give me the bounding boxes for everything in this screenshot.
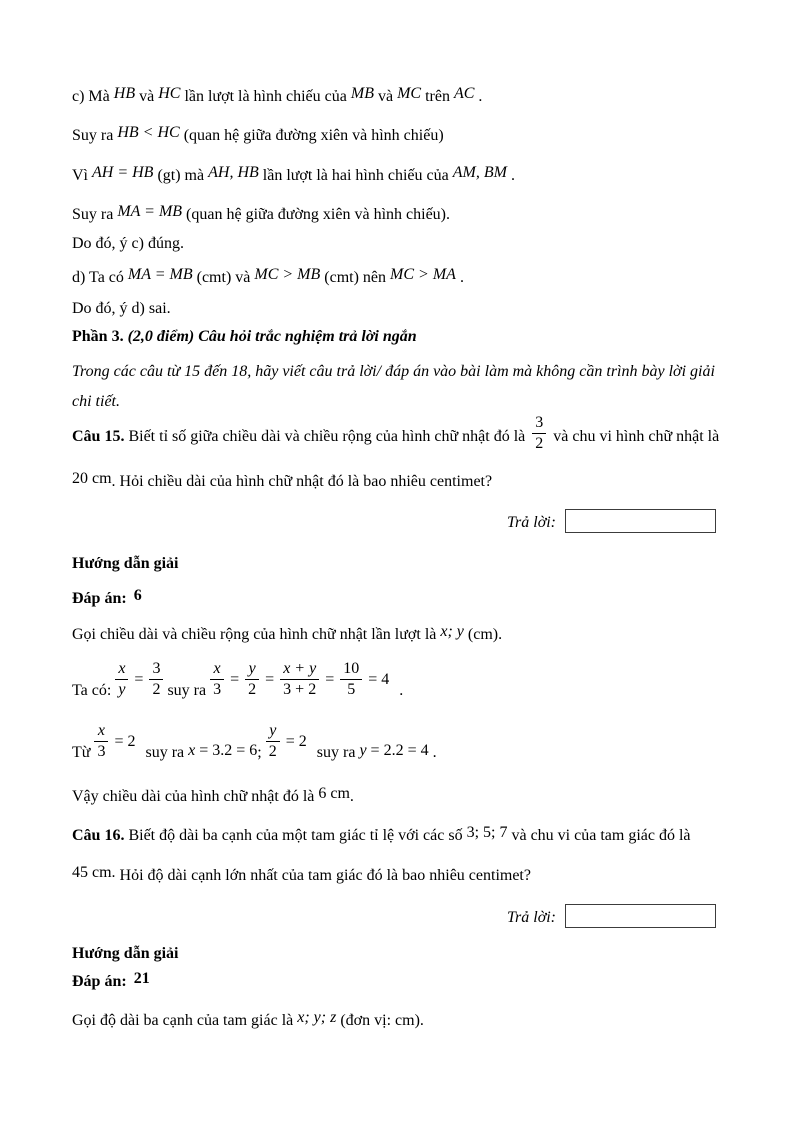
text-run: Gọi độ dài ba cạnh của tam giác là [72,1012,298,1029]
answer-key-label: Đáp án: [72,590,127,607]
answer-box-q16[interactable] [565,904,716,928]
fraction [245,659,259,700]
equation-line-2 [72,721,722,763]
answer-key-value: 6 [133,587,142,604]
fraction-numerator: x [210,659,224,680]
math-run: MB [350,85,374,102]
math-run: HB < HC [117,124,180,141]
text-run: Hỏi độ dài cạnh lớn nhất của tam giác đó là bao nhiêu centimet? [115,867,531,884]
fraction-denominator: 3 [97,743,106,760]
math-run: MA = MB [127,266,193,283]
fraction-denominator: 2 [152,681,161,698]
fraction [149,659,163,700]
text-run: lần lượt là hình chiếu của [180,88,351,105]
equals-sign: = [230,671,240,688]
question-number: Câu 15. [72,428,125,446]
text-run: (gt) mà [153,167,209,184]
solution-q15-line1 [72,624,722,645]
section-title: (2,0 điểm) Câu hỏi trắc nghiệm trả lời ngắn [127,328,417,345]
answer-key-value: 21 [133,970,150,987]
guide-heading-q15 [72,553,722,574]
answer-row-q15 [72,509,722,533]
fraction-denominator: 2 [535,435,544,452]
fraction-denominator: 3 + 2 [283,681,317,698]
math-text: = 3.2 = 6 [195,742,258,759]
text-run: Ta có: [72,682,116,699]
math-run: AH = HB [92,164,154,181]
math-run: 3; 5; 7 [466,824,508,841]
equals-result: = 2 [285,733,307,750]
text-run: Vậy chiều dài của hình chữ nhật đó là [72,788,319,805]
text-run: Biết tỉ số giữa chiều dài và chiều rộng của hình chữ nhật đó là [124,428,530,446]
math-run: x; y; z [297,1009,337,1026]
text-run: Suy ra [72,127,118,144]
math-run: 20 cm [72,470,112,487]
text-run: và [135,88,159,105]
fraction [340,659,362,700]
equals-sign: = [265,671,275,688]
question-16-line1 [72,825,722,846]
math-group [210,659,395,700]
question-15-line1 [72,414,722,458]
solution-line-c4 [72,204,722,225]
answer-row-q16 [72,904,722,928]
fraction [532,413,546,454]
solution-line-c5 [72,233,722,254]
fraction-numerator: 3 [149,659,163,680]
text-run: Do đó, ý d) sai. [72,300,171,317]
fraction-numerator: x [94,721,108,742]
text-run: d) Ta có [72,269,128,286]
math-run: 6 cm [318,785,350,802]
text-run: (đơn vị: cm). [336,1012,424,1029]
math-run: AM, BM [452,164,507,181]
answer-box-q15[interactable] [565,509,716,533]
text-run: (cm). [463,626,503,643]
answer-key-q15 [72,588,722,609]
text-run: và [373,88,398,105]
text-run: suy ra [312,744,360,761]
fraction-numerator: x [115,659,128,680]
solution-line-d2 [72,298,722,319]
fraction [266,721,280,762]
solution-line-d1 [72,267,722,288]
equation-line-1 [72,659,722,701]
fraction-numerator: 3 [532,413,546,434]
text-run: Biết độ dài ba cạnh của một tam giác tỉ lệ với các số [124,827,467,844]
math-run [188,740,257,761]
guide-title: Hướng dẫn giải [72,555,179,572]
fraction [280,659,319,700]
math-run: x; y [440,623,464,640]
solution-line-c1 [72,86,722,107]
math-run: HB [113,85,136,102]
math-text: = 2.2 = 4 [366,742,429,759]
math-run: AH, HB [208,164,259,181]
equals-sign: = [325,671,335,688]
text-run: c) Mà [72,88,114,105]
answer-key-q16 [72,971,722,992]
question-15-line2 [72,471,722,492]
text-run: . [395,682,404,699]
math-run: MC [397,85,422,102]
text-run: . [506,167,515,184]
math-run: MC > MB [254,266,321,283]
fraction [94,721,108,762]
fraction-numerator: 10 [340,659,362,680]
text-run: suy ra [141,744,189,761]
answer-label: Trả lời: [507,909,556,926]
text-run: Gọi chiều dài và chiều rộng của hình chữ nhật lần lượt là [72,626,441,643]
solution-line-c2 [72,125,722,146]
question-16-line2 [72,865,722,886]
equals-sign: = [134,671,144,688]
text-run: (cmt) nên [320,269,391,286]
text-run: Từ [72,744,95,761]
guide-title: Hướng dẫn giải [72,945,179,962]
text-run: . [474,88,483,105]
solution-q15-conclusion [72,786,722,807]
text-run: Vì [72,167,92,184]
math-run: 45 cm. [72,864,116,881]
text-run: Trong các câu từ 15 đến 18, hãy viết câu trả lời/ đáp án vào bài làm mà không cần trình bày lời giải chi tiết. [72,363,715,410]
text-run: ; [257,744,266,761]
section-instructions [72,357,722,417]
fraction-numerator: x + y [280,659,319,680]
math-group [115,659,163,700]
text-run: . [428,744,437,761]
text-run: . [455,269,464,286]
variable-y: y [359,742,367,759]
fraction-denominator: 3 [213,681,222,698]
solution-line-c3 [72,165,722,186]
fraction [210,659,224,700]
answer-key-label: Đáp án: [72,973,127,990]
equals-result: = 2 [114,733,136,750]
math-run: MA = MB [117,203,183,220]
text-run: . [349,788,354,805]
guide-heading-q16 [72,943,722,964]
variable-x: x [188,742,196,759]
text-run: lần lượt là hai hình chiếu của [258,167,453,184]
fraction-numerator: y [245,659,259,680]
math-run: HC [158,85,181,102]
text-run: trên [421,88,454,105]
math-group [94,721,141,762]
math-run [359,740,428,761]
text-run: . Hỏi chiều dài của hình chữ nhật đó là bao nhiêu centimet? [111,473,493,490]
fraction [115,659,128,700]
fraction-denominator: 2 [268,743,277,760]
answer-label: Trả lời: [507,514,556,531]
text-run: (quan hệ giữa đường xiên và hình chiếu). [182,206,450,223]
text-run: và chu vi của tam giác đó là [507,827,691,844]
math-run: AC [453,85,475,102]
fraction-denominator: y [118,681,126,698]
equals-result: = 4 [368,671,390,688]
question-number: Câu 16. [72,827,125,844]
text-run: (quan hệ giữa đường xiên và hình chiếu) [179,127,444,144]
section-heading-part3 [72,326,722,347]
math-group [266,721,313,762]
text-run: suy ra [163,682,211,699]
section-number: Phần 3. [72,328,128,345]
fraction-denominator: 2 [248,681,257,698]
text-run: Do đó, ý c) đúng. [72,235,184,252]
math-run: MC > MA [390,266,456,283]
fraction-numerator: y [266,721,280,742]
text-run: và chu vi hình chữ nhật là [549,428,720,446]
fraction-denominator: 5 [347,681,356,698]
text-run: (cmt) và [192,269,255,286]
text-run: Suy ra [72,206,118,223]
solution-q16-line1 [72,1010,722,1031]
